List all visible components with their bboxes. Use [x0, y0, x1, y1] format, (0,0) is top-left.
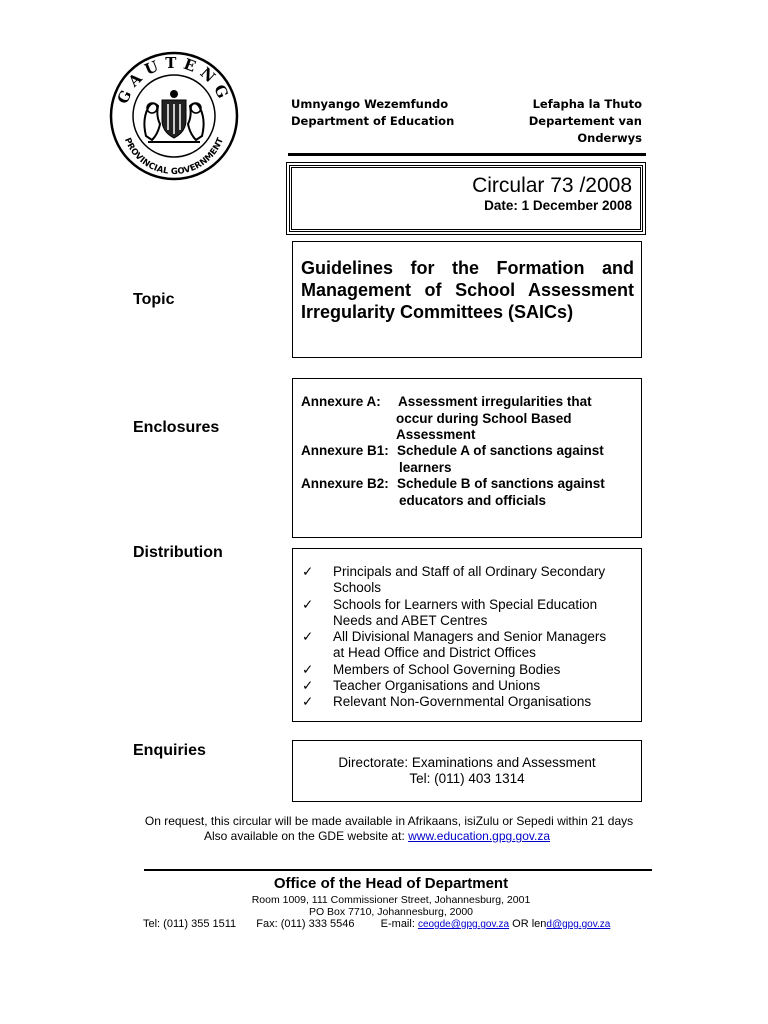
distribution-item-text [333, 564, 605, 597]
department-name-afrikaans: Departement van Onderwys [528, 114, 642, 145]
annexure-b1-line1: Schedule A of sanctions against [397, 443, 604, 458]
checkmark-icon: ✓ [302, 694, 314, 710]
checkmark-icon: ✓ [302, 596, 314, 612]
website-note-prefix: Also available on the GDE website at: [204, 829, 409, 843]
distribution-item [302, 597, 632, 630]
footer-fax: Fax: (011) 333 5546 [256, 918, 355, 930]
distribution-item-line1: All Divisional Managers and Senior Managers [333, 629, 607, 645]
distribution-label: Distribution [133, 544, 223, 561]
logo-ring-bottom-text: PROVINCIAL GOVERNMENT [122, 136, 226, 178]
enquiries-directorate: Directorate: Examinations and Assessment [338, 755, 596, 770]
department-name-block-right [470, 96, 642, 147]
annexure-b2-line1: Schedule B of sanctions against [397, 476, 605, 491]
distribution-item-line2: Needs and ABET Centres [333, 612, 488, 628]
contact-line [143, 918, 610, 930]
enquiries-label: Enquiries [133, 742, 206, 759]
distribution-item-line1: Members of School Governing Bodies [333, 661, 561, 677]
svg-text:GAUTENG [114, 54, 235, 107]
enclosures-label: Enclosures [133, 419, 220, 436]
annexure-b1-line2: learners [399, 459, 452, 475]
website-note [0, 829, 761, 844]
circular-date: Date: 1 December 2008 [484, 198, 632, 213]
annexure-b1-key: Annexure B1: [301, 443, 389, 458]
distribution-item-line1: Relevant Non-Governmental Organisations [333, 694, 592, 710]
distribution-item-line1: Schools for Learners with Special Education [333, 596, 598, 612]
checkmark-icon: ✓ [302, 678, 314, 694]
distribution-item-line1: Principals and Staff of all Ordinary Secondary [333, 564, 606, 579]
enquiries-phone: Tel: (011) 403 1314 [409, 771, 525, 786]
logo-ring-top-text: GAUTENG [113, 53, 235, 107]
distribution-item [302, 662, 632, 678]
annexure-b2 [301, 476, 389, 493]
postal-address: PO Box 7710, Johannesburg, 2000 [308, 906, 474, 918]
topic-text: Guidelines for the Formation and Management of School Assessment Irregularity Committees (SAICs) [301, 258, 634, 322]
distribution-list [302, 564, 632, 711]
street-address: Room 1009, 111 Commissioner Street, Johannesburg, 2001 [251, 894, 531, 906]
distribution-item-text [333, 597, 597, 630]
checkmark-icon: ✓ [302, 661, 314, 677]
email-link-lend[interactable]: d@gpg.gov.za [546, 919, 611, 930]
distribution-item-line1: Teacher Organisations and Unions [333, 678, 541, 694]
email-link-ceogde[interactable]: ceogde@gpg.gov.za [417, 919, 510, 930]
office-title: Office of the Head of Department [273, 875, 509, 892]
website-link[interactable]: www.education.gpg.gov.za [408, 829, 550, 843]
department-name-sotho: Lefapha la Thuto [532, 97, 642, 111]
annexure-a-line3: Assessment [396, 427, 476, 442]
distribution-item-line2: Schools [333, 580, 382, 596]
distribution-item-text [333, 678, 540, 694]
annexure-b1 [301, 443, 389, 460]
circular-title: Circular 73 /2008 [472, 174, 632, 197]
footer-email-label: E-mail: [380, 918, 418, 930]
distribution-item-text [333, 694, 591, 710]
distribution-item-text [333, 662, 560, 678]
distribution-item [302, 678, 632, 694]
checkmark-icon: ✓ [302, 564, 314, 579]
footer-or-text: OR len [509, 918, 547, 930]
checkmark-icon: ✓ [302, 629, 314, 645]
footer-divider [144, 869, 652, 871]
annexure-b2-line2: educators and officials [399, 492, 547, 508]
department-name-english: Department of Education [291, 114, 455, 128]
department-name-block [291, 96, 454, 130]
distribution-item [302, 629, 632, 662]
distribution-item [302, 564, 632, 597]
distribution-item [302, 694, 632, 710]
distribution-item-text [333, 629, 606, 662]
header-divider [288, 153, 646, 156]
annexure-a [301, 394, 381, 411]
annexure-b2-key: Annexure B2: [301, 476, 389, 491]
language-availability-note: On request, this circular will be made available in Afrikaans, isiZulu or Sepedi within 21 days [144, 814, 634, 828]
topic-label: Topic [133, 291, 175, 308]
gauteng-provincial-government-logo [108, 50, 240, 182]
distribution-item-line2: at Head Office and District Offices [333, 645, 536, 661]
department-name-zulu: Umnyango Wezemfundo [291, 97, 449, 111]
annexure-a-key: Annexure A: [301, 394, 381, 409]
footer-tel: Tel: (011) 355 1511 [143, 918, 237, 930]
annexure-a-line1: Assessment irregularities that [398, 394, 592, 409]
annexure-a-line2: occur during School Based [396, 410, 572, 426]
